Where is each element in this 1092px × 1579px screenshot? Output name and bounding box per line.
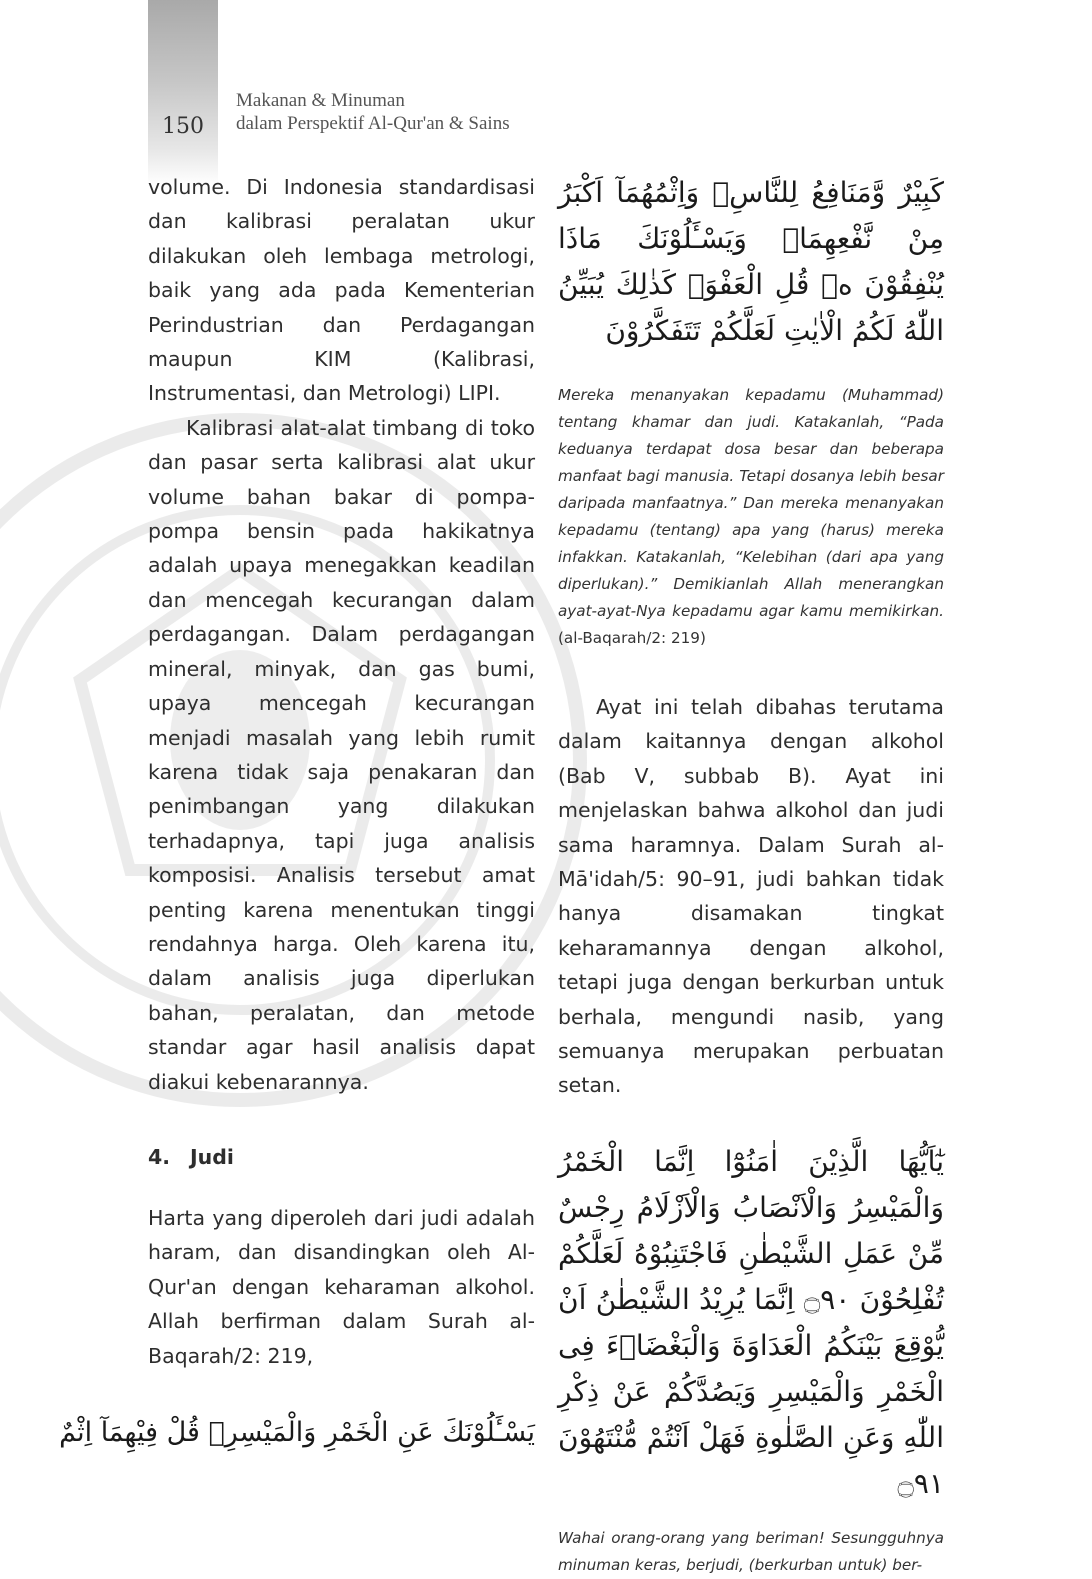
paragraph-explanation: Ayat ini telah dibahas terutama dalam kaitannya dengan alkohol (Bab V, subbab B). Ayat ini menjelaskan bahwa alkohol dan judi sama haramnya. Dalam Surah al-Mā'idah/5: 90–91, judi bahkan tidak hanya disamakan tingkat keharamannya dengan alkohol, tetapi juga dengan berkurban untuk berhala, mengundi nasib, yang semuanya merupakan perbuatan setan. (558, 695, 944, 1098)
verse-reference: (al-Baqarah/2: 219) (558, 629, 706, 647)
paragraph-metrology: volume. Di Indonesia standardisasi dan kalibrasi peralatan ukur dilakukan oleh lembaga metrologi, baik yang ada pada Kementerian Perindustrian dan Perdagangan maupun KIM (Kalibrasi, Instrumentasi, dan Metrologi) LIPI. (148, 175, 535, 406)
translation-219-text: Mereka menanyakan kepadamu (Muhammad) tentang khamar dan judi. Katakanlah, “Pada keduanya terdapat dosa besar dan beberapa manfaat bagi manusia. Tetapi dosanya lebih besar daripada manfaatnya.” Dan mereka menanyakan kepadamu (tentang) apa yang (harus) mereka infakkan. Katakanlah, “Kelebihan (dari apa yang diperlukan).” Demikianlah Allah menerangkan ayat-ayat-Nya kepadamu agar kamu memikirkan. (558, 386, 944, 620)
section-heading (148, 1145, 535, 1169)
arabic-verse-90-91: يٰٓاَيُّهَا الَّذِيْنَ اٰمَنُوْٓا اِنَّمَا الْخَمْرُ وَالْمَيْسِرُ وَالْاَنْصَابُ وَالْاَزْلَامُ رِجْسٌ مِّنْ عَمَلِ الشَّيْطٰنِ فَاجْتَنِبُوْهُ لَعَلَّكُمْ تُفْلِحُوْنَ ۝٩٠ اِنَّمَا يُرِيْدُ الشَّيْطٰنُ اَنْ يُّوْقِعَ بَيْنَكُمُ الْعَدَاوَةَ وَالْبَغْضَاۤءَ فِى الْخَمْرِ وَالْمَيْسِرِ وَيَصُدَّكُمْ عَنْ ذِكْرِ اللّٰهِ وَعَنِ الصَّلٰوةِ فَهَلْ اَنْتُمْ مُّنْتَهُوْنَ ۝٩١ (558, 1144, 944, 1500)
running-header-line1: Makanan & Minuman (236, 90, 405, 111)
section-title: Judi (190, 1144, 234, 1169)
running-header (236, 89, 510, 135)
translation-90-start: Wahai orang-orang yang beriman! Sesungguhnya minuman keras, berjudi, (berkurban untuk) ber- (558, 1528, 944, 1574)
paragraph-calibration: Kalibrasi alat-alat timbang di toko dan pasar serta kalibrasi alat ukur volume bahan bakar di pompa-pompa bensin pada hakikatnya adalah upaya menegakkan keadilan dan mencegah kecurangan dalam perdagangan. Dalam perdagangan mineral, minyak, dan gas bumi, upaya mencegah kecurangan menjadi masalah yang lebih rumit karena tidak saja penakaran dan penimbangan yang dilakukan terhadapnya, tapi juga analisis komposisi. Analisis tersebut amat penting karena menentukan tinggi rendahnya harga. Oleh karena itu, dalam analisis juga diperlukan bahan, peralatan, dan metode standar agar hasil analisis dapat diakui kebenarannya. (148, 415, 535, 1094)
page-number: 150 (162, 114, 204, 139)
paragraph-gambling: Harta yang diperoleh dari judi adalah haram, dan disandingkan oleh Al-Qur'an dengan keharaman alkohol. Allah berfirman dalam Surah al-Baqarah/2: 219, (148, 1205, 535, 1368)
arabic-verse-219: كَبِيْرٌ وَّمَنَافِعُ لِلنَّاسِۖ وَاِثْمُهُمَآ اَكْبَرُ مِنْ نَّفْعِهِمَاۗ وَيَسْـَٔلُوْنَكَ مَاذَا يُنْفِقُوْنَ ەۗ قُلِ الْعَفْوَۗ كَذٰلِكَ يُبَيِّنُ اللّٰهُ لَكُمُ الْاٰيٰتِ لَعَلَّكُمْ تَتَفَكَّرُوْنَ (558, 176, 944, 347)
page-number-tab (148, 0, 218, 185)
translation-219 (558, 382, 944, 652)
arabic-verse-start: يَسْـَٔلُوْنَكَ عَنِ الْخَمْرِ وَالْمَيْسِرِۗ قُلْ فِيْهِمَآ اِثْمٌ (59, 1417, 535, 1448)
section-number: 4. (148, 1144, 171, 1169)
right-column (558, 170, 944, 1579)
left-column (59, 170, 535, 1453)
running-header-line2: dalam Perspektif Al-Qur'an & Sains (236, 113, 510, 134)
